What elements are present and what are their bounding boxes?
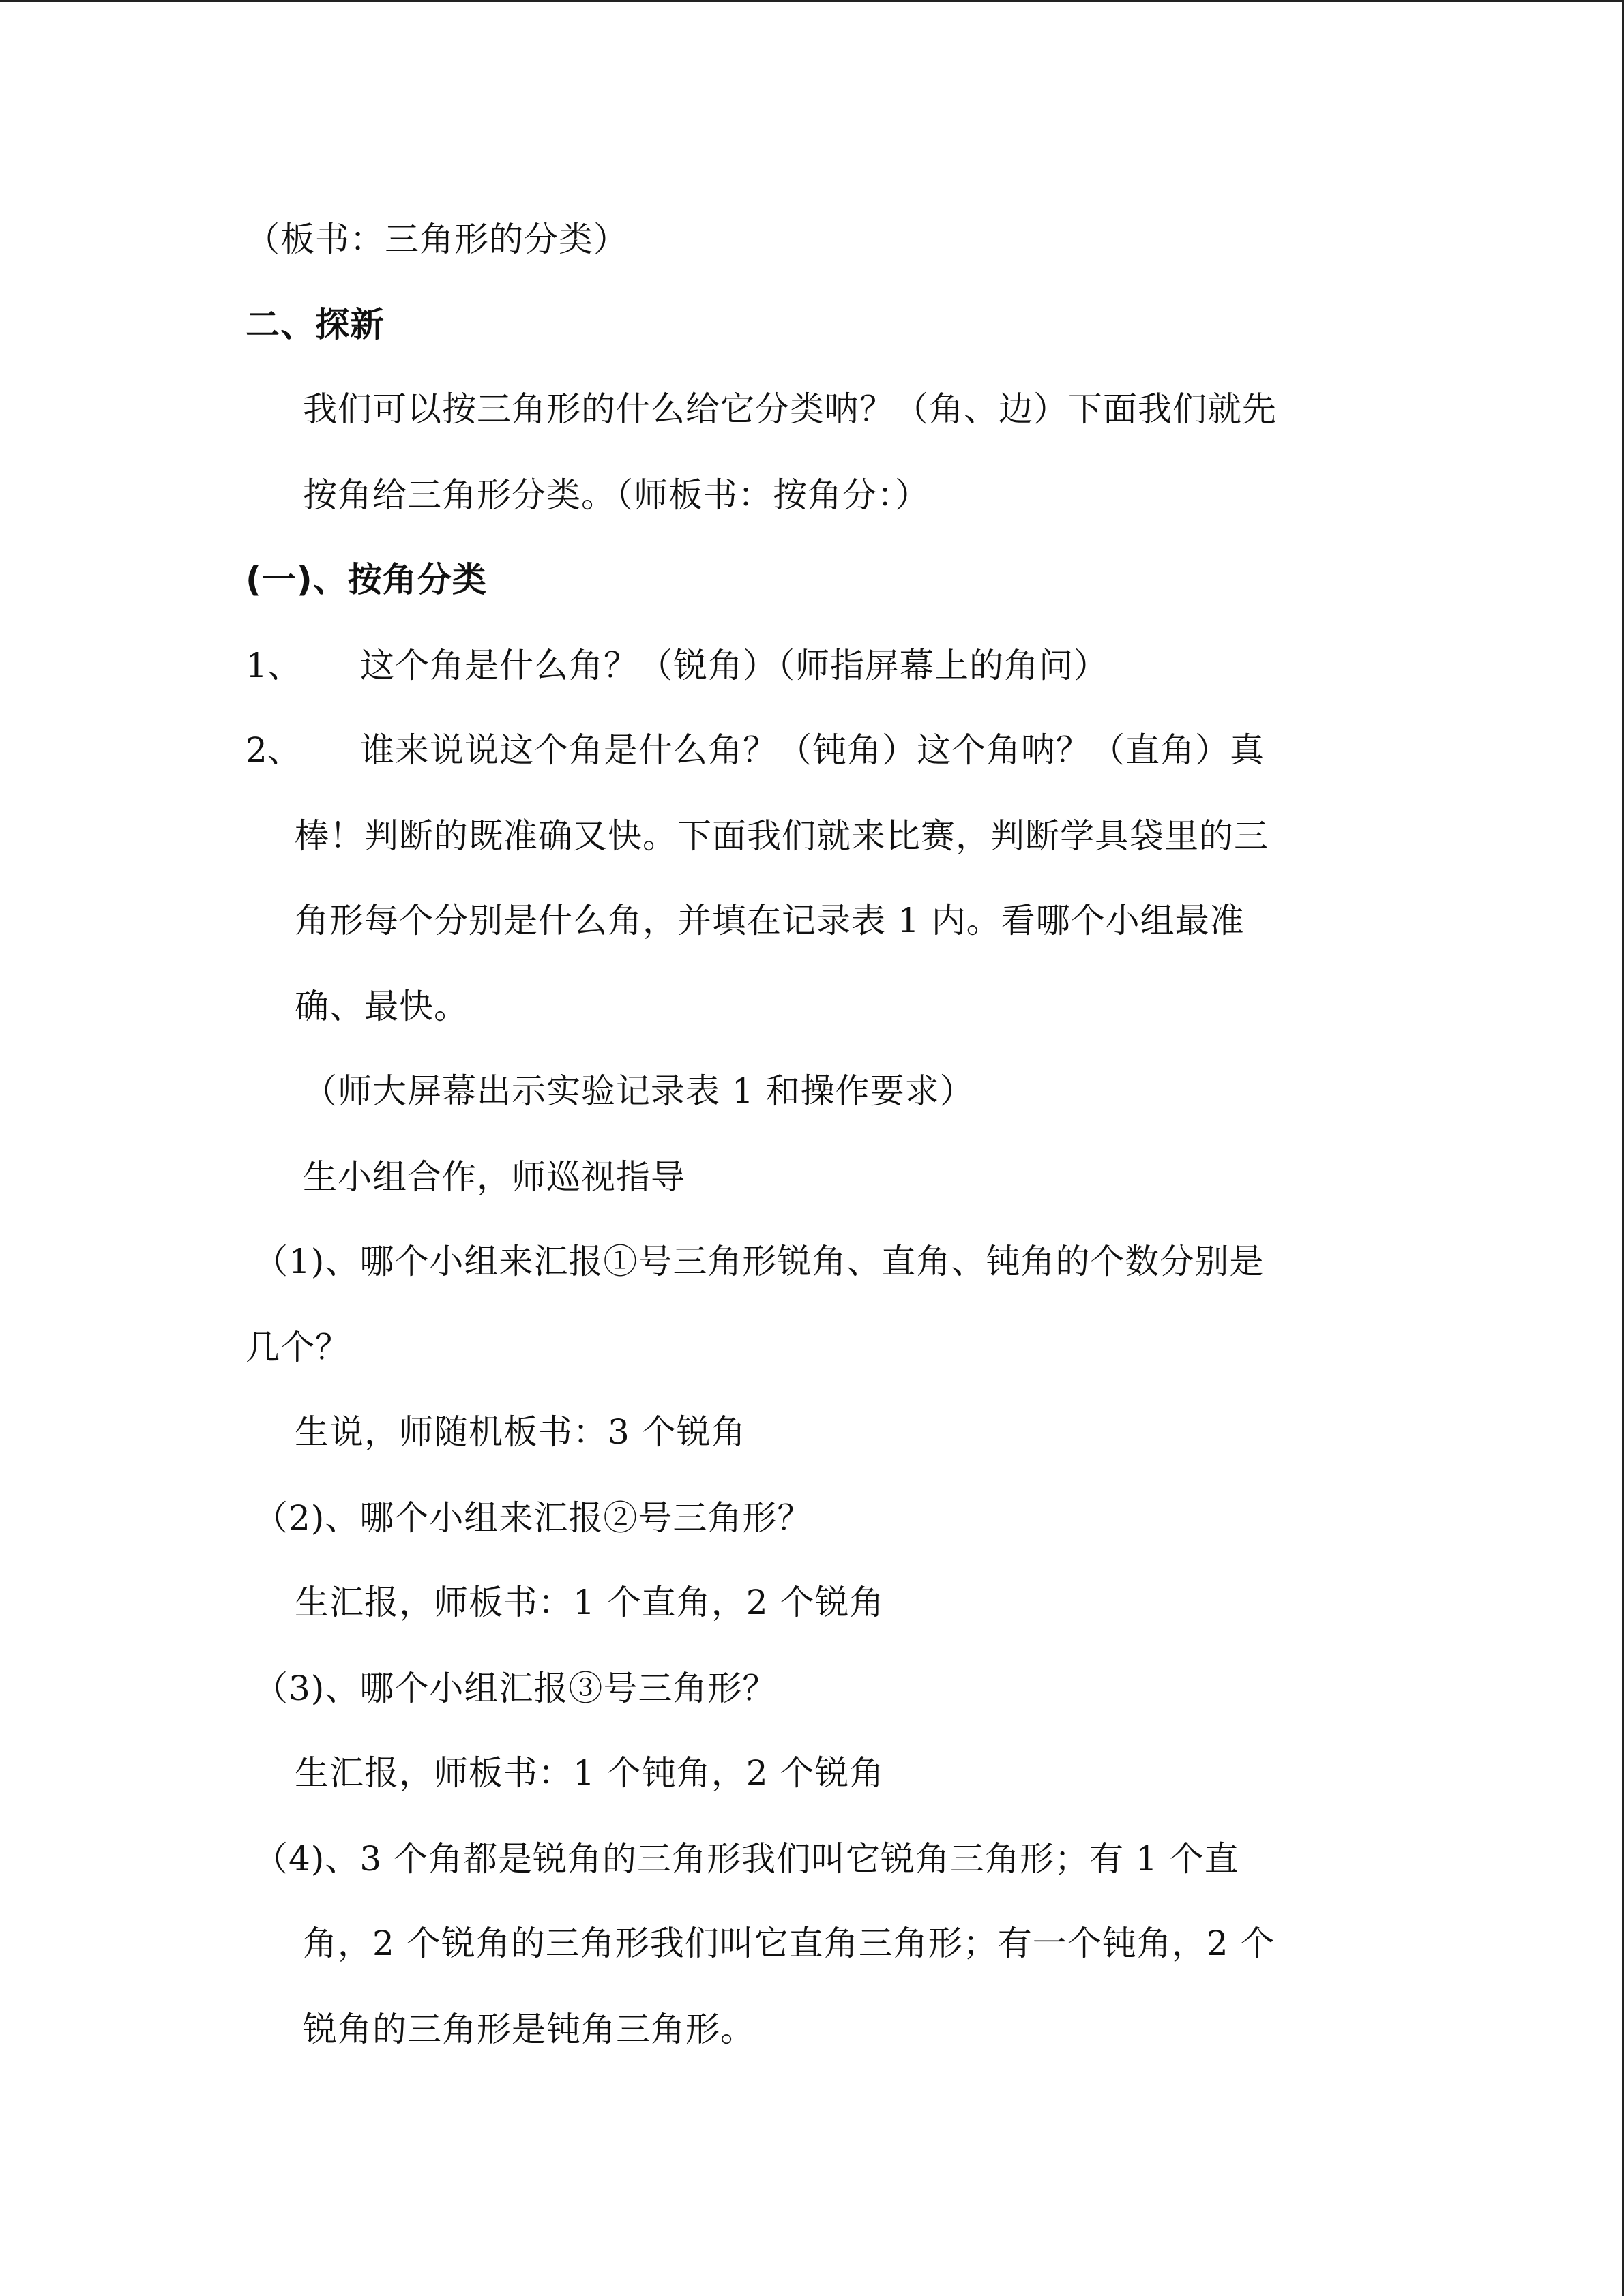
- subsection-heading-angle-classification: (一)、按角分类: [246, 560, 487, 599]
- paragraph-line: （2)、哪个小组来汇报②号三角形？: [254, 1498, 812, 1538]
- paragraph-line: 确、最快。: [295, 987, 469, 1026]
- board-note-title: （板书：三角形的分类）: [246, 220, 628, 259]
- paragraph-line: （1)、哪个小组来汇报①号三角形锐角、直角、钝角的个数分别是: [254, 1242, 1265, 1281]
- list-number: 1、: [246, 646, 301, 685]
- paragraph-line: 生说，师随机板书：3 个锐角: [295, 1412, 746, 1452]
- page-top-border: [0, 0, 1624, 2]
- paragraph-line: 角形每个分别是什么角，并填在记录表 1 内。看哪个小组最准: [295, 901, 1245, 940]
- list-item-text: 这个角是什么角？（锐角）（师指屏幕上的角问）: [360, 646, 1108, 685]
- section-heading-explore: 二、探新: [246, 305, 385, 344]
- paragraph-line: 按角给三角形分类。（师板书：按角分：）: [303, 475, 930, 515]
- paragraph-line: （4)、3 个角都是锐角的三角形我们叫它锐角三角形；有 1 个直: [254, 1839, 1239, 1879]
- paragraph-line: 生汇报，师板书：1 个直角，2 个锐角: [295, 1583, 885, 1622]
- paragraph-line: 棒！判断的既准确又快。下面我们就来比赛，判断学具袋里的三: [295, 816, 1269, 856]
- list-number: 2、: [246, 730, 301, 770]
- paragraph-line: 锐角的三角形是钝角三角形。: [303, 2010, 755, 2049]
- paragraph-line: 生汇报，师板书：1 个钝角，2 个锐角: [295, 1753, 885, 1793]
- paragraph-line: （3)、哪个小组汇报③号三角形？: [254, 1669, 778, 1708]
- paragraph-line: 我们可以按三角形的什么给它分类呐？（角、边）下面我们就先: [303, 389, 1277, 429]
- paragraph-line: 生小组合作，师巡视指导: [303, 1157, 685, 1197]
- paragraph-line: 角，2 个锐角的三角形我们叫它直角三角形；有一个钝角，2 个: [303, 1924, 1275, 1963]
- list-item-text: 谁来说说这个角是什么角？（钝角）这个角呐？（直角）真: [360, 730, 1265, 770]
- paragraph-line: （师大屏幕出示实验记录表 1 和操作要求）: [303, 1071, 975, 1111]
- paragraph-line: 几个？: [246, 1328, 350, 1367]
